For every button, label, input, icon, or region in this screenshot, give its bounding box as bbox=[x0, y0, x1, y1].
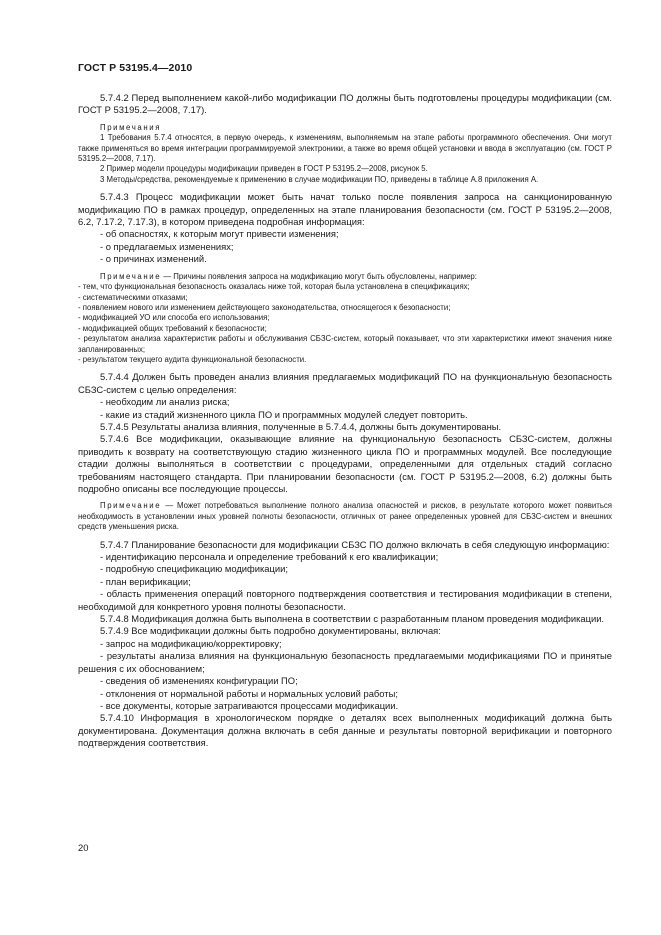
note-4 bbox=[78, 272, 612, 282]
clause-5-7-4-5: 5.7.4.5 Результаты анализа влияния, полученные в 5.7.4.4, должны быть документированы. bbox=[100, 420, 502, 432]
list-item: - о предлагаемых изменениях; bbox=[100, 240, 234, 252]
page-header: ГОСТ Р 53195.4—2010 bbox=[78, 62, 193, 74]
list-item: - идентификацию персонала и определение требований к его квалификации; bbox=[100, 551, 439, 563]
note-text: — Может потребоваться выполнение полного анализа опасностей и рисков, в результате которого может появиться необходимость в установлении иных уровней полноты безопасности, отличных от ранее определенных уровней для СБЗС-систем и внешних средств уменьшения риска. bbox=[78, 501, 612, 532]
list-item: - запрос на модификацию/корректировку; bbox=[100, 637, 282, 649]
list-item: - результатом текущего аудита функциональной безопасности. bbox=[78, 354, 307, 364]
list-item: - план верификации; bbox=[100, 575, 191, 587]
list-item: - отклонения от нормальной работы и нормальных условий работы; bbox=[100, 687, 398, 699]
note-5 bbox=[78, 501, 612, 532]
clause-5-7-4-3: 5.7.4.3 Процесс модификации может быть начат только после появления запроса на санкционированную модификацию ПО в рамках процедур, определенных на этапе планирования безопасности (см. ГОСТ Р 53195.2—2008, 6.2, 7.17.2, 7.17.3), в котором приведена подробная информация: bbox=[78, 191, 612, 228]
page-number: 20 bbox=[78, 842, 89, 853]
list-item: - результаты анализа влияния на функциональную безопасность предлагаемыми модификациями ПО и принятые решения с их обоснованием; bbox=[78, 650, 612, 674]
note-label: Примечание bbox=[100, 501, 162, 511]
list-item: - область применения операций повторного подтверждения соответствия и тестирования модификации в степени, необходимой для конкретного уровня полноты безопасности. bbox=[78, 588, 612, 612]
list-item: - подробную спецификацию модификации; bbox=[100, 563, 288, 575]
list-item: - все документы, которые затрагиваются процессами модификации. bbox=[100, 699, 399, 711]
note-1: 1 Требования 5.7.4 относятся, в первую очередь, к изменениям, выполняемым на этапе работы программного обеспечения. Они могут также применяться во время интеграции программируемой электроники, а также во время общей установки и ввода в эксплуатацию (см. ГОСТ Р 53195.2—2008, 7.17). bbox=[78, 133, 612, 164]
clause-5-7-4-10: 5.7.4.10 Информация в хронологическом порядке о деталях всех выполненных модификаций должна быть документирована. Документация должна включать в себя данные и результаты повторной верификации и повторного подтверждения соответствия. bbox=[78, 712, 612, 749]
list-item: - сведения об изменениях конфигурации ПО; bbox=[100, 675, 298, 687]
clause-5-7-4-6: 5.7.4.6 Все модификации, оказывающие влияние на функциональную безопасность СБЗС-систем, должны приводить к возврату на соответствующую стадию жизненного цикла ПО и программных модулей. Все последующие стадии должны выполняться в соответствии с процедурами, определенными для отдельных стадий согласно требованиям настоящего стандарта. При планировании безопасности (см. ГОСТ Р 53195.2—2008, 6.2) должны быть подробно описаны все последующие процессы. bbox=[78, 433, 612, 494]
note-label: Примечание bbox=[100, 271, 162, 281]
note-text: — Причины появления запроса на модификацию могут быть обусловлены, например: bbox=[161, 271, 477, 281]
list-item: - результатом анализа характеристик работы и обслуживания СБЗС-систем, который показывает, что эти характеристики имеют значения ниже запланированных; bbox=[78, 334, 612, 354]
list-item: - модификацией общих требований к безопасности; bbox=[78, 323, 267, 333]
list-item: - о причинах изменений. bbox=[100, 253, 207, 265]
list-item: - появлением нового или изменением действующего законодательства, относящегося к безопасности; bbox=[78, 302, 451, 312]
note-2: 2 Пример модели процедуры модификации приведен в ГОСТ Р 53195.2—2008, рисунок 5. bbox=[100, 164, 428, 174]
note-3: 3 Методы/средства, рекомендуемые к применению в случае модификации ПО, приведены в таблице А.8 приложения А. bbox=[100, 174, 539, 184]
list-item: - какие из стадий жизненного цикла ПО и программных модулей следует повторить. bbox=[100, 408, 468, 420]
clause-5-7-4-7: 5.7.4.7 Планирование безопасности для модификации СБЗС ПО должно включать в себя следующую информацию: bbox=[100, 538, 610, 550]
notes-title: Примечания bbox=[100, 122, 162, 132]
clause-5-7-4-8: 5.7.4.8 Модификация должна быть выполнена в соответствии с разработанным планом проведения модификации. bbox=[100, 613, 605, 625]
list-item: - тем, что функциональная безопасность оказалась ниже той, которая была установлена в спецификациях; bbox=[78, 282, 470, 292]
list-item: - необходим ли анализ риска; bbox=[100, 396, 230, 408]
clause-5-7-4-2: 5.7.4.2 Перед выполнением какой-либо модификации ПО должны быть подготовлены процедуры модификации (см. ГОСТ Р 53195.2—2008, 7.17). bbox=[78, 92, 612, 116]
clause-5-7-4-9: 5.7.4.9 Все модификации должны быть подробно документированы, включая: bbox=[100, 625, 441, 637]
clause-5-7-4-4: 5.7.4.4 Должен быть проведен анализ влияния предлагаемых модификаций ПО на функциональную безопасность СБЗС-систем с целью определения: bbox=[78, 371, 612, 395]
list-item: - об опасностях, к которым могут привести изменения; bbox=[100, 228, 339, 240]
page-content bbox=[78, 92, 612, 750]
list-item: - систематическими отказами; bbox=[78, 292, 188, 302]
list-item: - модификацией УО или способа его использования; bbox=[78, 313, 270, 323]
